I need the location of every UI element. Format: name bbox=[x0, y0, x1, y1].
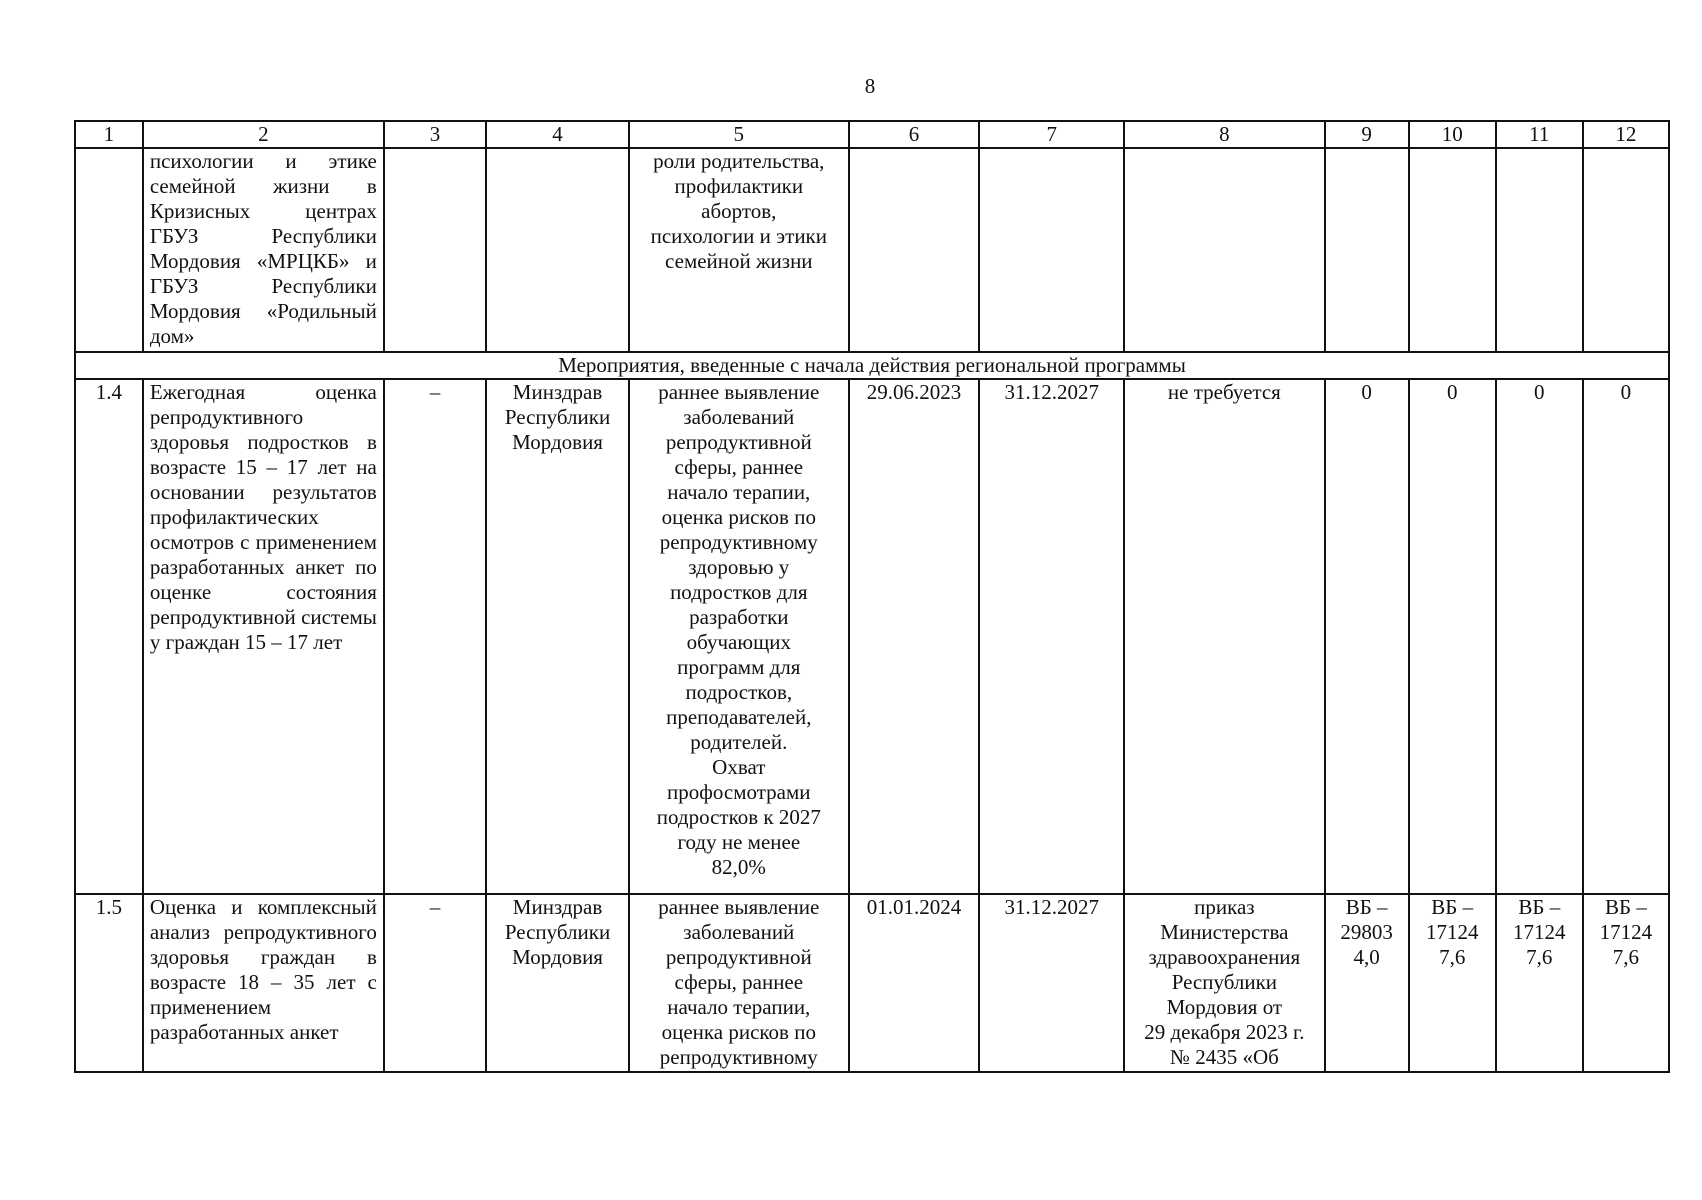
continued-activity-name: психологии и этике семейной жизни в Кризисных центрах ГБУЗ Республики Мордовия «МРЦКБ» и ГБУЗ Республики Мордовия «Родильный дом» bbox=[143, 148, 384, 352]
funding-col10: 0 bbox=[1409, 379, 1496, 894]
start-date: 29.06.2023 bbox=[849, 379, 980, 894]
row-number: 1.4 bbox=[75, 379, 143, 894]
end-date: 31.12.2027 bbox=[979, 894, 1124, 1072]
executor: Минздрав Республики Мордовия bbox=[486, 894, 629, 1072]
col-header-8: 8 bbox=[1124, 121, 1325, 148]
col-header-12: 12 bbox=[1583, 121, 1669, 148]
continued-result: роли родительства, профилактики абортов, психологии и этики семейной жизни bbox=[629, 148, 849, 352]
table-row bbox=[75, 894, 1669, 1072]
col-header-7: 7 bbox=[979, 121, 1124, 148]
col-header-2: 2 bbox=[143, 121, 384, 148]
end-date: 31.12.2027 bbox=[979, 379, 1124, 894]
col-header-9: 9 bbox=[1325, 121, 1409, 148]
col-header-3: 3 bbox=[384, 121, 486, 148]
funding-col9: ВБ – 29803 4,0 bbox=[1325, 894, 1409, 1072]
regulatory-document: приказ Министерства здравоохранения Республики Мордовия от 29 декабря 2023 г. № 2435 «Об bbox=[1124, 894, 1325, 1072]
funding-col11: 0 bbox=[1496, 379, 1583, 894]
activity-name: Ежегодная оценка репродуктивного здоровья подростков в возрасте 15 – 17 лет на основании результатов профилактических осмотров с применением разработанных анкет по оценке состояния репродуктивной системы у граждан 15 – 17 лет bbox=[143, 379, 384, 894]
activity-name: Оценка и комплексный анализ репродуктивного здоровья граждан в возрасте 18 – 35 лет с применением разработанных анкет bbox=[143, 894, 384, 1072]
funding-col10: ВБ – 17124 7,6 bbox=[1409, 894, 1496, 1072]
continued-row bbox=[75, 148, 1669, 352]
expected-result: раннее выявление заболеваний репродуктивной сферы, раннее начало терапии, оценка рисков по репродуктивному здоровью у подростков для разработки обучающих программ для подростков, преподавателей, родителей. Охват профосмотрами подростков к 2027 году не менее 82,0% bbox=[629, 379, 849, 894]
col-header-4: 4 bbox=[486, 121, 629, 148]
column-number-row bbox=[75, 121, 1669, 148]
funding-col9: 0 bbox=[1325, 379, 1409, 894]
start-date: 01.01.2024 bbox=[849, 894, 980, 1072]
section-header-row bbox=[75, 352, 1669, 379]
col-header-11: 11 bbox=[1496, 121, 1583, 148]
funding-col12: ВБ – 17124 7,6 bbox=[1583, 894, 1669, 1072]
funding-col11: ВБ – 17124 7,6 bbox=[1496, 894, 1583, 1072]
table-row bbox=[75, 379, 1669, 894]
row-number: 1.5 bbox=[75, 894, 143, 1072]
executor: Минздрав Республики Мордовия bbox=[486, 379, 629, 894]
program-table bbox=[74, 120, 1670, 1073]
section-title: Мероприятия, введенные с начала действия региональной программы bbox=[75, 352, 1669, 379]
col3-value: – bbox=[384, 894, 486, 1072]
col-header-5: 5 bbox=[629, 121, 849, 148]
col-header-6: 6 bbox=[849, 121, 980, 148]
expected-result: раннее выявление заболеваний репродуктивной сферы, раннее начало терапии, оценка рисков по репродуктивному bbox=[629, 894, 849, 1072]
col-header-10: 10 bbox=[1409, 121, 1496, 148]
col3-value: – bbox=[384, 379, 486, 894]
funding-col12: 0 bbox=[1583, 379, 1669, 894]
regulatory-document: не требуется bbox=[1124, 379, 1325, 894]
page-number: 8 bbox=[864, 74, 876, 98]
col-header-1: 1 bbox=[75, 121, 143, 148]
